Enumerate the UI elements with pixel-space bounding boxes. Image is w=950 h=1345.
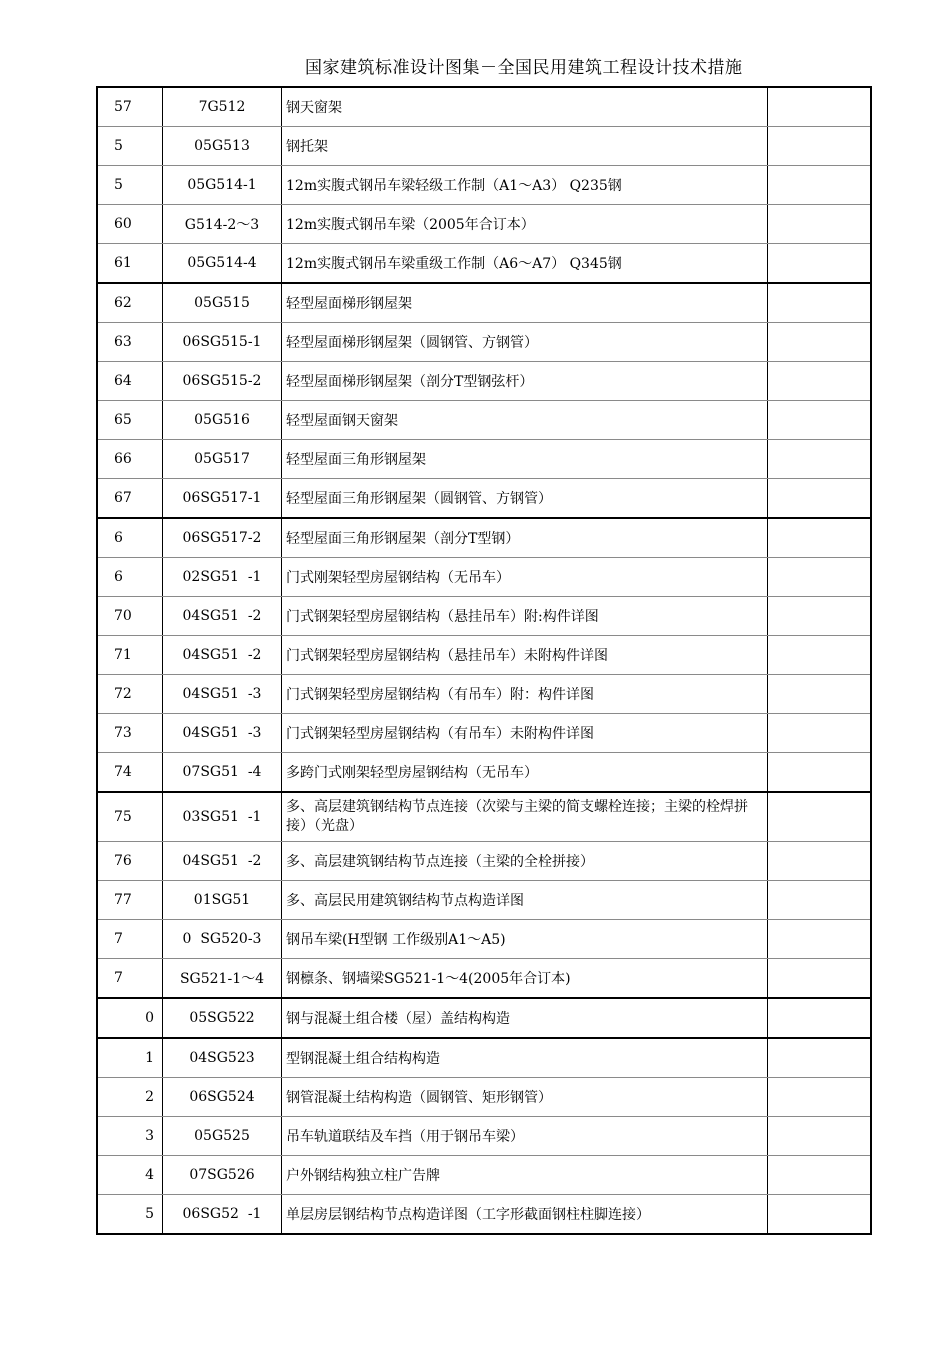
atlas-code: 06SG517-2 [163,518,282,558]
table-row [97,244,871,284]
note-cell [768,636,872,675]
atlas-title: 多、高层民用建筑钢结构节点构造详图 [282,881,768,920]
atlas-title: 钢与混凝土组合楼（屋）盖结构构造 [282,998,768,1038]
row-number: 6 [97,558,163,597]
atlas-code: 04SG523 [163,1038,282,1078]
atlas-title: 户外钢结构独立柱广告牌 [282,1156,768,1195]
note-cell [768,166,872,205]
note-cell [768,1117,872,1156]
atlas-code: 06SG517-1 [163,479,282,519]
note-cell [768,558,872,597]
row-number: 65 [97,401,163,440]
note-cell [768,1078,872,1117]
atlas-code: 04SG51 -3 [163,675,282,714]
row-number: 57 [97,87,163,127]
row-number: 4 [97,1156,163,1195]
atlas-catalog-table [96,86,872,1235]
note-cell [768,362,872,401]
table-row [97,87,871,127]
row-number: 71 [97,636,163,675]
note-cell [768,283,872,323]
table-row [97,166,871,205]
atlas-code: 04SG51 -2 [163,636,282,675]
row-number: 62 [97,283,163,323]
atlas-title: 12m实腹式钢吊车梁（2005年合订本） [282,205,768,244]
note-cell [768,1038,872,1078]
note-cell [768,792,872,842]
row-number: 64 [97,362,163,401]
table-row [97,675,871,714]
atlas-code: 06SG515-2 [163,362,282,401]
note-cell [768,998,872,1038]
row-number: 6 [97,518,163,558]
atlas-title: 门式钢架轻型房屋钢结构（有吊车）附：构件详图 [282,675,768,714]
atlas-title: 轻型屋面三角形钢屋架（圆钢管、方钢管） [282,479,768,519]
table-row [97,283,871,323]
atlas-title: 门式钢架轻型房屋钢结构（悬挂吊车）附:构件详图 [282,597,768,636]
note-cell [768,1156,872,1195]
atlas-title: 轻型屋面三角形钢屋架 [282,440,768,479]
atlas-title: 钢托架 [282,127,768,166]
atlas-title: 轻型屋面梯形钢屋架（剖分T型钢弦杆） [282,362,768,401]
atlas-title: 钢吊车梁(H型钢 工作级别A1～A5) [282,920,768,959]
atlas-title: 门式刚架轻型房屋钢结构（无吊车） [282,558,768,597]
note-cell [768,479,872,519]
row-number: 72 [97,675,163,714]
atlas-code: 05G516 [163,401,282,440]
atlas-title: 12m实腹式钢吊车梁轻级工作制（A1～A3） Q235钢 [282,166,768,205]
row-number: 1 [97,1038,163,1078]
atlas-code: 05G513 [163,127,282,166]
note-cell [768,244,872,284]
note-cell [768,127,872,166]
atlas-code: 02SG51 -1 [163,558,282,597]
note-cell [768,842,872,881]
atlas-code: 05G525 [163,1117,282,1156]
note-cell [768,881,872,920]
row-number: 66 [97,440,163,479]
note-cell [768,959,872,999]
atlas-code: 07SG526 [163,1156,282,1195]
atlas-code: 07SG51 -4 [163,753,282,793]
atlas-code: 7G512 [163,87,282,127]
atlas-code: 03SG51 -1 [163,792,282,842]
table-row [97,959,871,999]
note-cell [768,518,872,558]
note-cell [768,920,872,959]
atlas-code: 06SG524 [163,1078,282,1117]
row-number: 3 [97,1117,163,1156]
note-cell [768,440,872,479]
row-number: 61 [97,244,163,284]
table-row [97,1038,871,1078]
table-row [97,479,871,519]
atlas-code: G514-2～3 [163,205,282,244]
table-row [97,401,871,440]
table-row [97,362,871,401]
atlas-code: 05G514-4 [163,244,282,284]
atlas-title: 多、高层建筑钢结构节点连接（主梁的全栓拼接） [282,842,768,881]
table-row [97,323,871,362]
note-cell [768,714,872,753]
row-number: 2 [97,1078,163,1117]
atlas-title: 钢天窗架 [282,87,768,127]
row-number: 7 [97,920,163,959]
atlas-code: 06SG515-1 [163,323,282,362]
table-row [97,518,871,558]
table-row [97,1078,871,1117]
row-number: 74 [97,753,163,793]
row-number: 60 [97,205,163,244]
atlas-title: 钢檩条、钢墙梁SG521-1～4(2005年合订本) [282,959,768,999]
table-row [97,920,871,959]
atlas-code: 06SG52 -1 [163,1195,282,1235]
row-number: 77 [97,881,163,920]
atlas-title: 多跨门式刚架轻型房屋钢结构（无吊车） [282,753,768,793]
row-number: 0 [97,998,163,1038]
table-row [97,753,871,793]
note-cell [768,1195,872,1235]
note-cell [768,753,872,793]
atlas-code: 0 SG520-3 [163,920,282,959]
atlas-code: 05SG522 [163,998,282,1038]
row-number: 75 [97,792,163,842]
note-cell [768,87,872,127]
row-number: 76 [97,842,163,881]
atlas-code: 05G514-1 [163,166,282,205]
atlas-code: 04SG51 -2 [163,842,282,881]
table-row [97,597,871,636]
row-number: 5 [97,127,163,166]
atlas-title: 钢管混凝土结构构造（圆钢管、矩形钢管） [282,1078,768,1117]
row-number: 67 [97,479,163,519]
note-cell [768,597,872,636]
atlas-title: 型钢混凝土组合结构构造 [282,1038,768,1078]
table-row [97,440,871,479]
atlas-title: 轻型屋面三角形钢屋架（剖分T型钢） [282,518,768,558]
table-row [97,714,871,753]
atlas-title: 多、高层建筑钢结构节点连接（次梁与主梁的简支螺栓连接；主梁的栓焊拼接）（光盘） [282,792,768,842]
row-number: 5 [97,1195,163,1235]
table-row [97,127,871,166]
row-number: 7 [97,959,163,999]
table-row [97,842,871,881]
row-number: 63 [97,323,163,362]
table-row [97,1117,871,1156]
atlas-code: 05G515 [163,283,282,323]
note-cell [768,205,872,244]
atlas-title: 12m实腹式钢吊车梁重级工作制（A6～A7） Q345钢 [282,244,768,284]
atlas-title: 轻型屋面钢天窗架 [282,401,768,440]
page-title: 国家建筑标准设计图集－全国民用建筑工程设计技术措施 [305,58,743,78]
table-row [97,998,871,1038]
atlas-code: 05G517 [163,440,282,479]
row-number: 73 [97,714,163,753]
table-row [97,1195,871,1235]
table-row [97,1156,871,1195]
atlas-title: 轻型屋面梯形钢屋架 [282,283,768,323]
table-row [97,558,871,597]
note-cell [768,675,872,714]
table-row [97,205,871,244]
note-cell [768,401,872,440]
atlas-code: 01SG51 [163,881,282,920]
atlas-title: 门式钢架轻型房屋钢结构（有吊车）未附构件详图 [282,714,768,753]
atlas-title: 轻型屋面梯形钢屋架（圆钢管、方钢管） [282,323,768,362]
atlas-title: 单层房层钢结构节点构造详图（工字形截面钢柱柱脚连接） [282,1195,768,1235]
atlas-title: 吊车轨道联结及车挡（用于钢吊车梁） [282,1117,768,1156]
atlas-title: 门式钢架轻型房屋钢结构（悬挂吊车）未附构件详图 [282,636,768,675]
row-number: 5 [97,166,163,205]
note-cell [768,323,872,362]
atlas-code: SG521-1～4 [163,959,282,999]
table-row [97,792,871,842]
row-number: 70 [97,597,163,636]
table-row [97,636,871,675]
table-row [97,881,871,920]
atlas-code: 04SG51 -3 [163,714,282,753]
atlas-code: 04SG51 -2 [163,597,282,636]
